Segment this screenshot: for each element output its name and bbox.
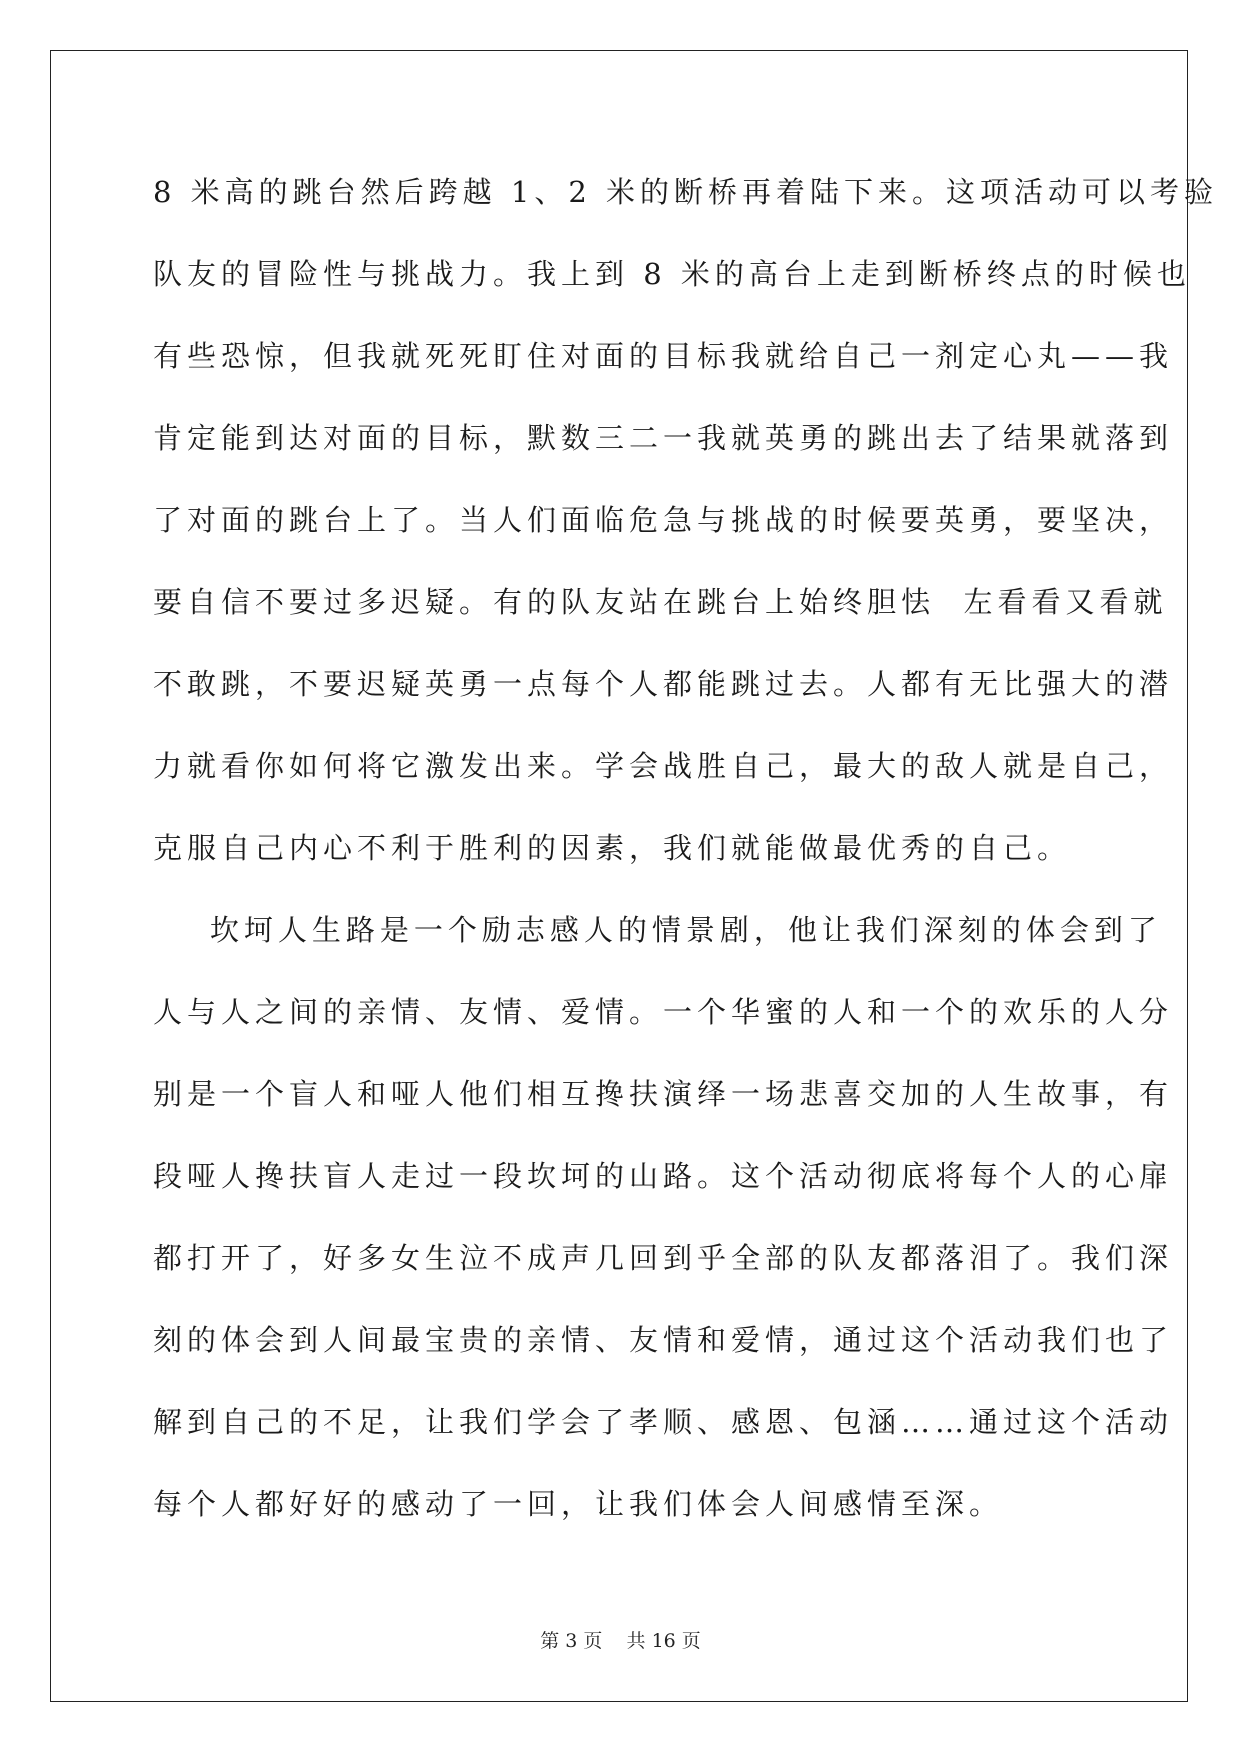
text-line: 8 米高的跳台然后跨越 1、2 米的断桥再着陆下来。这项活动可以考验 xyxy=(153,175,1219,209)
text-line: 都打开了，好多女生泣不成声几回到乎全部的队友都落泪了。我们深 xyxy=(153,1241,1174,1275)
text-line: 有些恐惊，但我就死死盯住对面的目标我就给自己一剂定心丸——我 xyxy=(153,339,1174,373)
text-line: 肯定能到达对面的目标，默数三二一我就英勇的跳出去了结果就落到 xyxy=(153,421,1174,455)
text-line: 解到自己的不足，让我们学会了孝顺、感恩、包涵……通过这个活动 xyxy=(153,1405,1174,1439)
text-line: 要自信不要过多迟疑。有的队友站在跳台上始终胆怯 左看看又看就 xyxy=(153,585,1168,619)
document-body xyxy=(153,164,1219,1558)
text-line: 队友的冒险性与挑战力。我上到 8 米的高台上走到断桥终点的时候也 xyxy=(153,257,1191,291)
text-line: 别是一个盲人和哑人他们相互搀扶演绎一场悲喜交加的人生故事，有 xyxy=(153,1077,1174,1111)
page-number-footer: 第 3 页 共 16 页 xyxy=(540,1630,701,1652)
text-line: 每个人都好好的感动了一回，让我们体会人间感情至深。 xyxy=(153,1487,1004,1521)
text-line: 人与人之间的亲情、友情、爱情。一个华蜜的人和一个的欢乐的人分 xyxy=(153,995,1174,1029)
text-line: 力就看你如何将它激发出来。学会战胜自己，最大的敌人就是自己， xyxy=(153,749,1174,783)
text-line: 坎坷人生路是一个励志感人的情景剧，他让我们深刻的体会到了 xyxy=(153,913,1162,947)
text-line: 克服自己内心不利于胜利的因素，我们就能做最优秀的自己。 xyxy=(153,831,1072,865)
text-line: 了对面的跳台上了。当人们面临危急与挑战的时候要英勇，要坚决， xyxy=(153,503,1174,537)
text-line: 段哑人搀扶盲人走过一段坎坷的山路。这个活动彻底将每个人的心扉 xyxy=(153,1159,1174,1193)
text-line: 刻的体会到人间最宝贵的亲情、友情和爱情，通过这个活动我们也了 xyxy=(153,1323,1174,1357)
text-line: 不敢跳，不要迟疑英勇一点每个人都能跳过去。人都有无比强大的潜 xyxy=(153,667,1174,701)
